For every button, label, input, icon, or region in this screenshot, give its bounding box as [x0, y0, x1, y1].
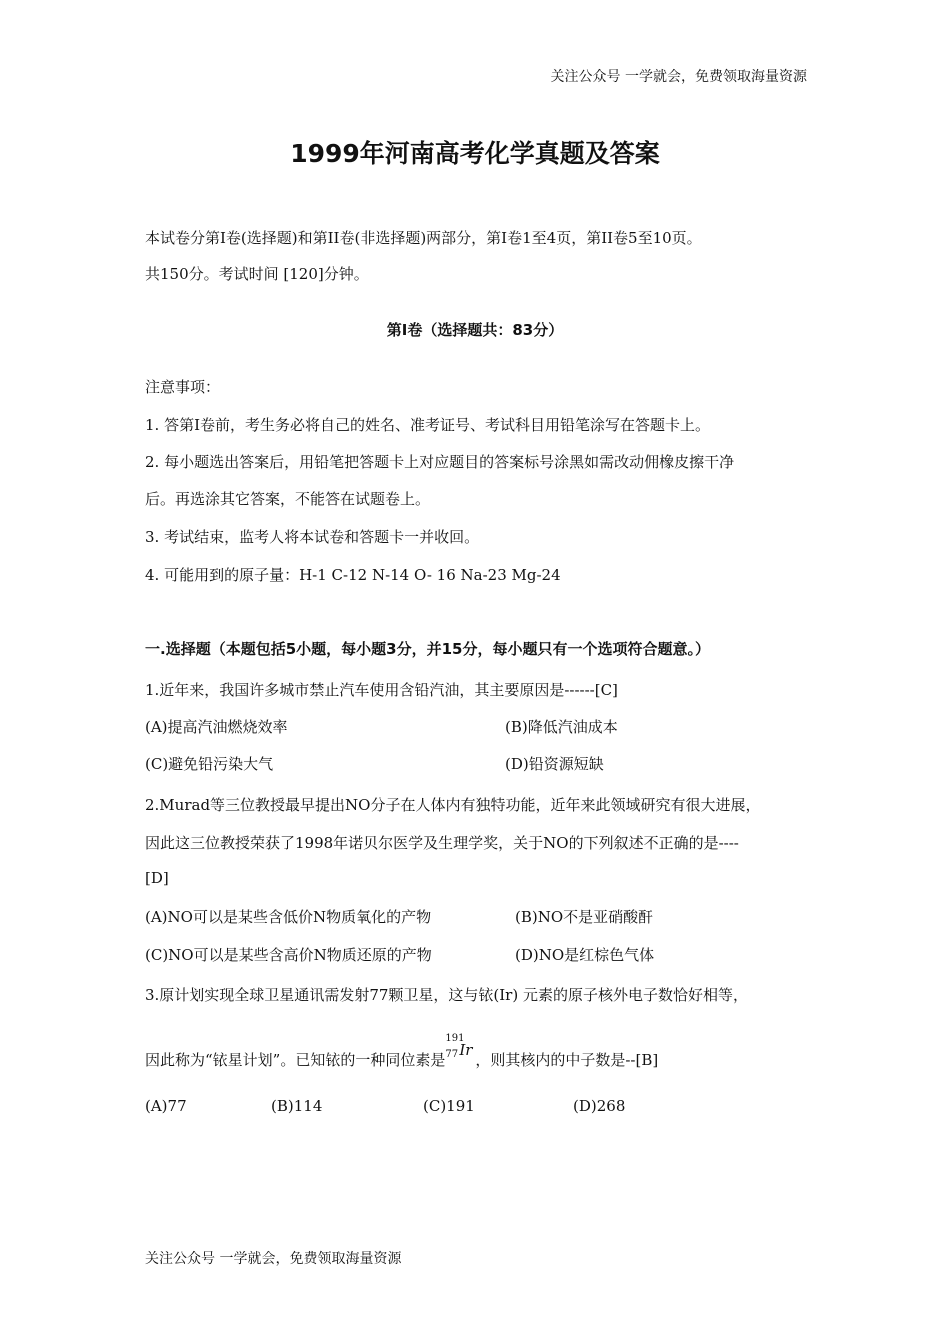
note-item-2-cont: 后。再选涂其它答案，不能答在试题卷上。 [145, 490, 431, 508]
q3-stem-2-post: ，则其核内的中子数是--[B] [475, 1051, 659, 1069]
q2-option-c: (C)NO可以是某些含高价N物质还原的产物 [145, 946, 432, 964]
header-note: 关注公众号 一学就会，免费领取海量资源 [550, 69, 807, 85]
part-heading: 一.选择题（本题包括5小题，每小题3分，并15分，每小题只有一个选项符合题意。） [145, 640, 710, 658]
q3-option-b: (B)114 [271, 1097, 323, 1115]
isotope-symbol: Ir [459, 1041, 473, 1059]
note-item-1: 1. 答第I卷前，考生务必将自己的姓名、准考证号、考试科目用铅笔涂写在答题卡上。 [145, 416, 711, 434]
q2-option-b: (B)NO不是亚硝酸酐 [515, 908, 654, 926]
q3-option-d: (D)268 [573, 1097, 626, 1115]
q1-option-d: (D)铅资源短缺 [505, 755, 604, 773]
q3-stem-1: 3.原计划实现全球卫星通讯需发射77颗卫星，这与铱(Ir) 元素的原子核外电子数恰好相等， [145, 986, 748, 1004]
q3-stem-2-pre: 因此称为“铱星计划”。已知铱的一种同位素是 [145, 1051, 446, 1069]
intro-line-2: 共150分。考试时间 [120]分钟。 [145, 265, 369, 283]
q1-option-b: (B)降低汽油成本 [505, 718, 618, 736]
isotope-mass-number: 191 [445, 1033, 465, 1044]
q1-stem: 1.近年来，我国许多城市禁止汽车使用含铅汽油，其主要原因是------[C] [145, 681, 618, 699]
section-heading: 第I卷（选择题共：83分） [386, 321, 564, 339]
q2-stem-1: 2.Murad等三位教授最早提出NO分子在人体内有独特功能，近年来此领域研究有很大进展， [145, 796, 761, 814]
intro-line-1: 本试卷分第I卷(选择题)和第II卷(非选择题)两部分，第I卷1至4页，第II卷5至10页。 [145, 229, 702, 247]
page-title: 1999年河南高考化学真题及答案 [290, 139, 660, 168]
footer-note: 关注公众号 一学就会，免费领取海量资源 [145, 1251, 402, 1267]
notes-heading: 注意事项： [145, 378, 221, 396]
iridium-isotope [445, 1033, 475, 1067]
note-item-3: 3. 考试结束，监考人将本试卷和答题卡一并收回。 [145, 528, 480, 546]
isotope-atomic-number: 77 [445, 1049, 459, 1060]
q2-stem-2: 因此这三位教授荣获了1998年诺贝尔医学及生理学奖，关于NO的下列叙述不正确的是---- [145, 834, 739, 852]
note-item-4: 4. 可能用到的原子量：H-1 C-12 N-14 O- 16 Na-23 Mg-24 [145, 566, 561, 584]
q2-option-a: (A)NO可以是某些含低价N物质氧化的产物 [145, 908, 432, 926]
q3-option-c: (C)191 [423, 1097, 475, 1115]
q1-option-c: (C)避免铅污染大气 [145, 755, 274, 773]
q1-option-a: (A)提高汽油燃烧效率 [145, 718, 288, 736]
q2-option-d: (D)NO是红棕色气体 [515, 946, 655, 964]
q2-stem-3: [D] [145, 869, 169, 887]
q3-option-a: (A)77 [145, 1097, 187, 1115]
note-item-2: 2. 每小题选出答案后，用铅笔把答题卡上对应题目的答案标号涂黑如需改动佣橡皮擦干净 [145, 453, 735, 471]
q3-stem-2 [145, 1033, 659, 1070]
